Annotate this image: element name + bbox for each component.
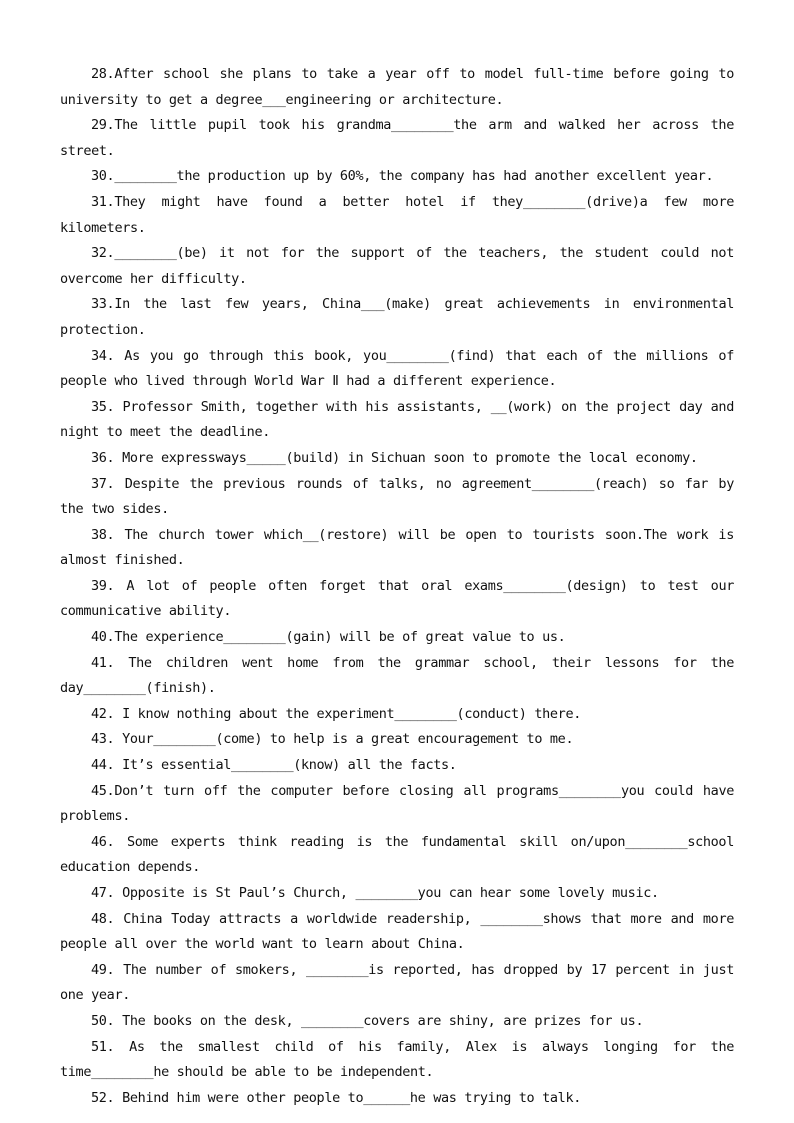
question-42: 42. I know nothing about the experiment________(conduct) there. <box>91 705 581 722</box>
question-41: 41. The children went home from the grammar school, their lessons for the day________(finish). <box>60 654 734 697</box>
question-45: 45.Don’t turn off the computer before closing all programs________you could have problems. <box>60 782 734 825</box>
question-46: 46. Some experts think reading is the fundamental skill on/upon________school education depends. <box>60 833 734 876</box>
question-43: 43. Your________(come) to help is a great encouragement to me. <box>91 731 574 748</box>
question-33: 33.In the last few years, China___(make) great achievements in environmental protection. <box>60 296 734 338</box>
question-37: 37. Despite the previous rounds of talks, no agreement________(reach) so far by the two sides. <box>60 475 734 518</box>
question-47: 47. Opposite is St Paul’s Church, ________you can hear some lovely music. <box>91 885 659 901</box>
question-34: 34. As you go through this book, you________(find) that each of the millions of people who lived through World War Ⅱ had a different experience. <box>60 347 734 390</box>
question-52: 52. Behind him were other people to______he was trying to talk. <box>91 1089 581 1106</box>
question-39: 39. A lot of people often forget that oral exams________(design) to test our communicative ability. <box>60 577 734 620</box>
question-32: 32.________(be) it not for the support of the teachers, the student could not overcome her difficulty. <box>60 245 734 287</box>
question-50: 50. The books on the desk, ________covers are shiny, are prizes for us. <box>91 1012 644 1029</box>
question-36: 36. More expressways_____(build) in Sichuan soon to promote the local economy. <box>91 449 698 466</box>
exercise-page <box>60 62 734 1111</box>
question-29: 29.The little pupil took his grandma________the arm and walked her across the street. <box>60 117 734 159</box>
question-49: 49. The number of smokers, ________is reported, has dropped by 17 percent in just one year. <box>60 961 734 1004</box>
question-40: 40.The experience________(gain) will be of great value to us. <box>91 629 566 646</box>
question-30: 30.________the production up by 60%, the company has had another excellent year. <box>91 168 714 185</box>
question-44: 44. It’s essential________(know) all the facts. <box>91 757 457 774</box>
question-38: 38. The church tower which__(restore) will be open to tourists soon.The work is almost finished. <box>60 526 734 569</box>
question-51: 51. As the smallest child of his family, Alex is always longing for the time________he should be able to be independent. <box>60 1038 734 1081</box>
question-28: 28.After school she plans to take a year off to model full-time before going to university to get a degree___engineering or architecture. <box>60 66 734 108</box>
question-31: 31.They might have found a better hotel if they________(drive)a few more kilometers. <box>60 193 734 236</box>
question-48: 48. China Today attracts a worldwide readership, ________shows that more and more people all over the world want to learn about China. <box>60 910 734 953</box>
question-35: 35. Professor Smith, together with his assistants, __(work) on the project day and night to meet the deadline. <box>60 398 734 441</box>
